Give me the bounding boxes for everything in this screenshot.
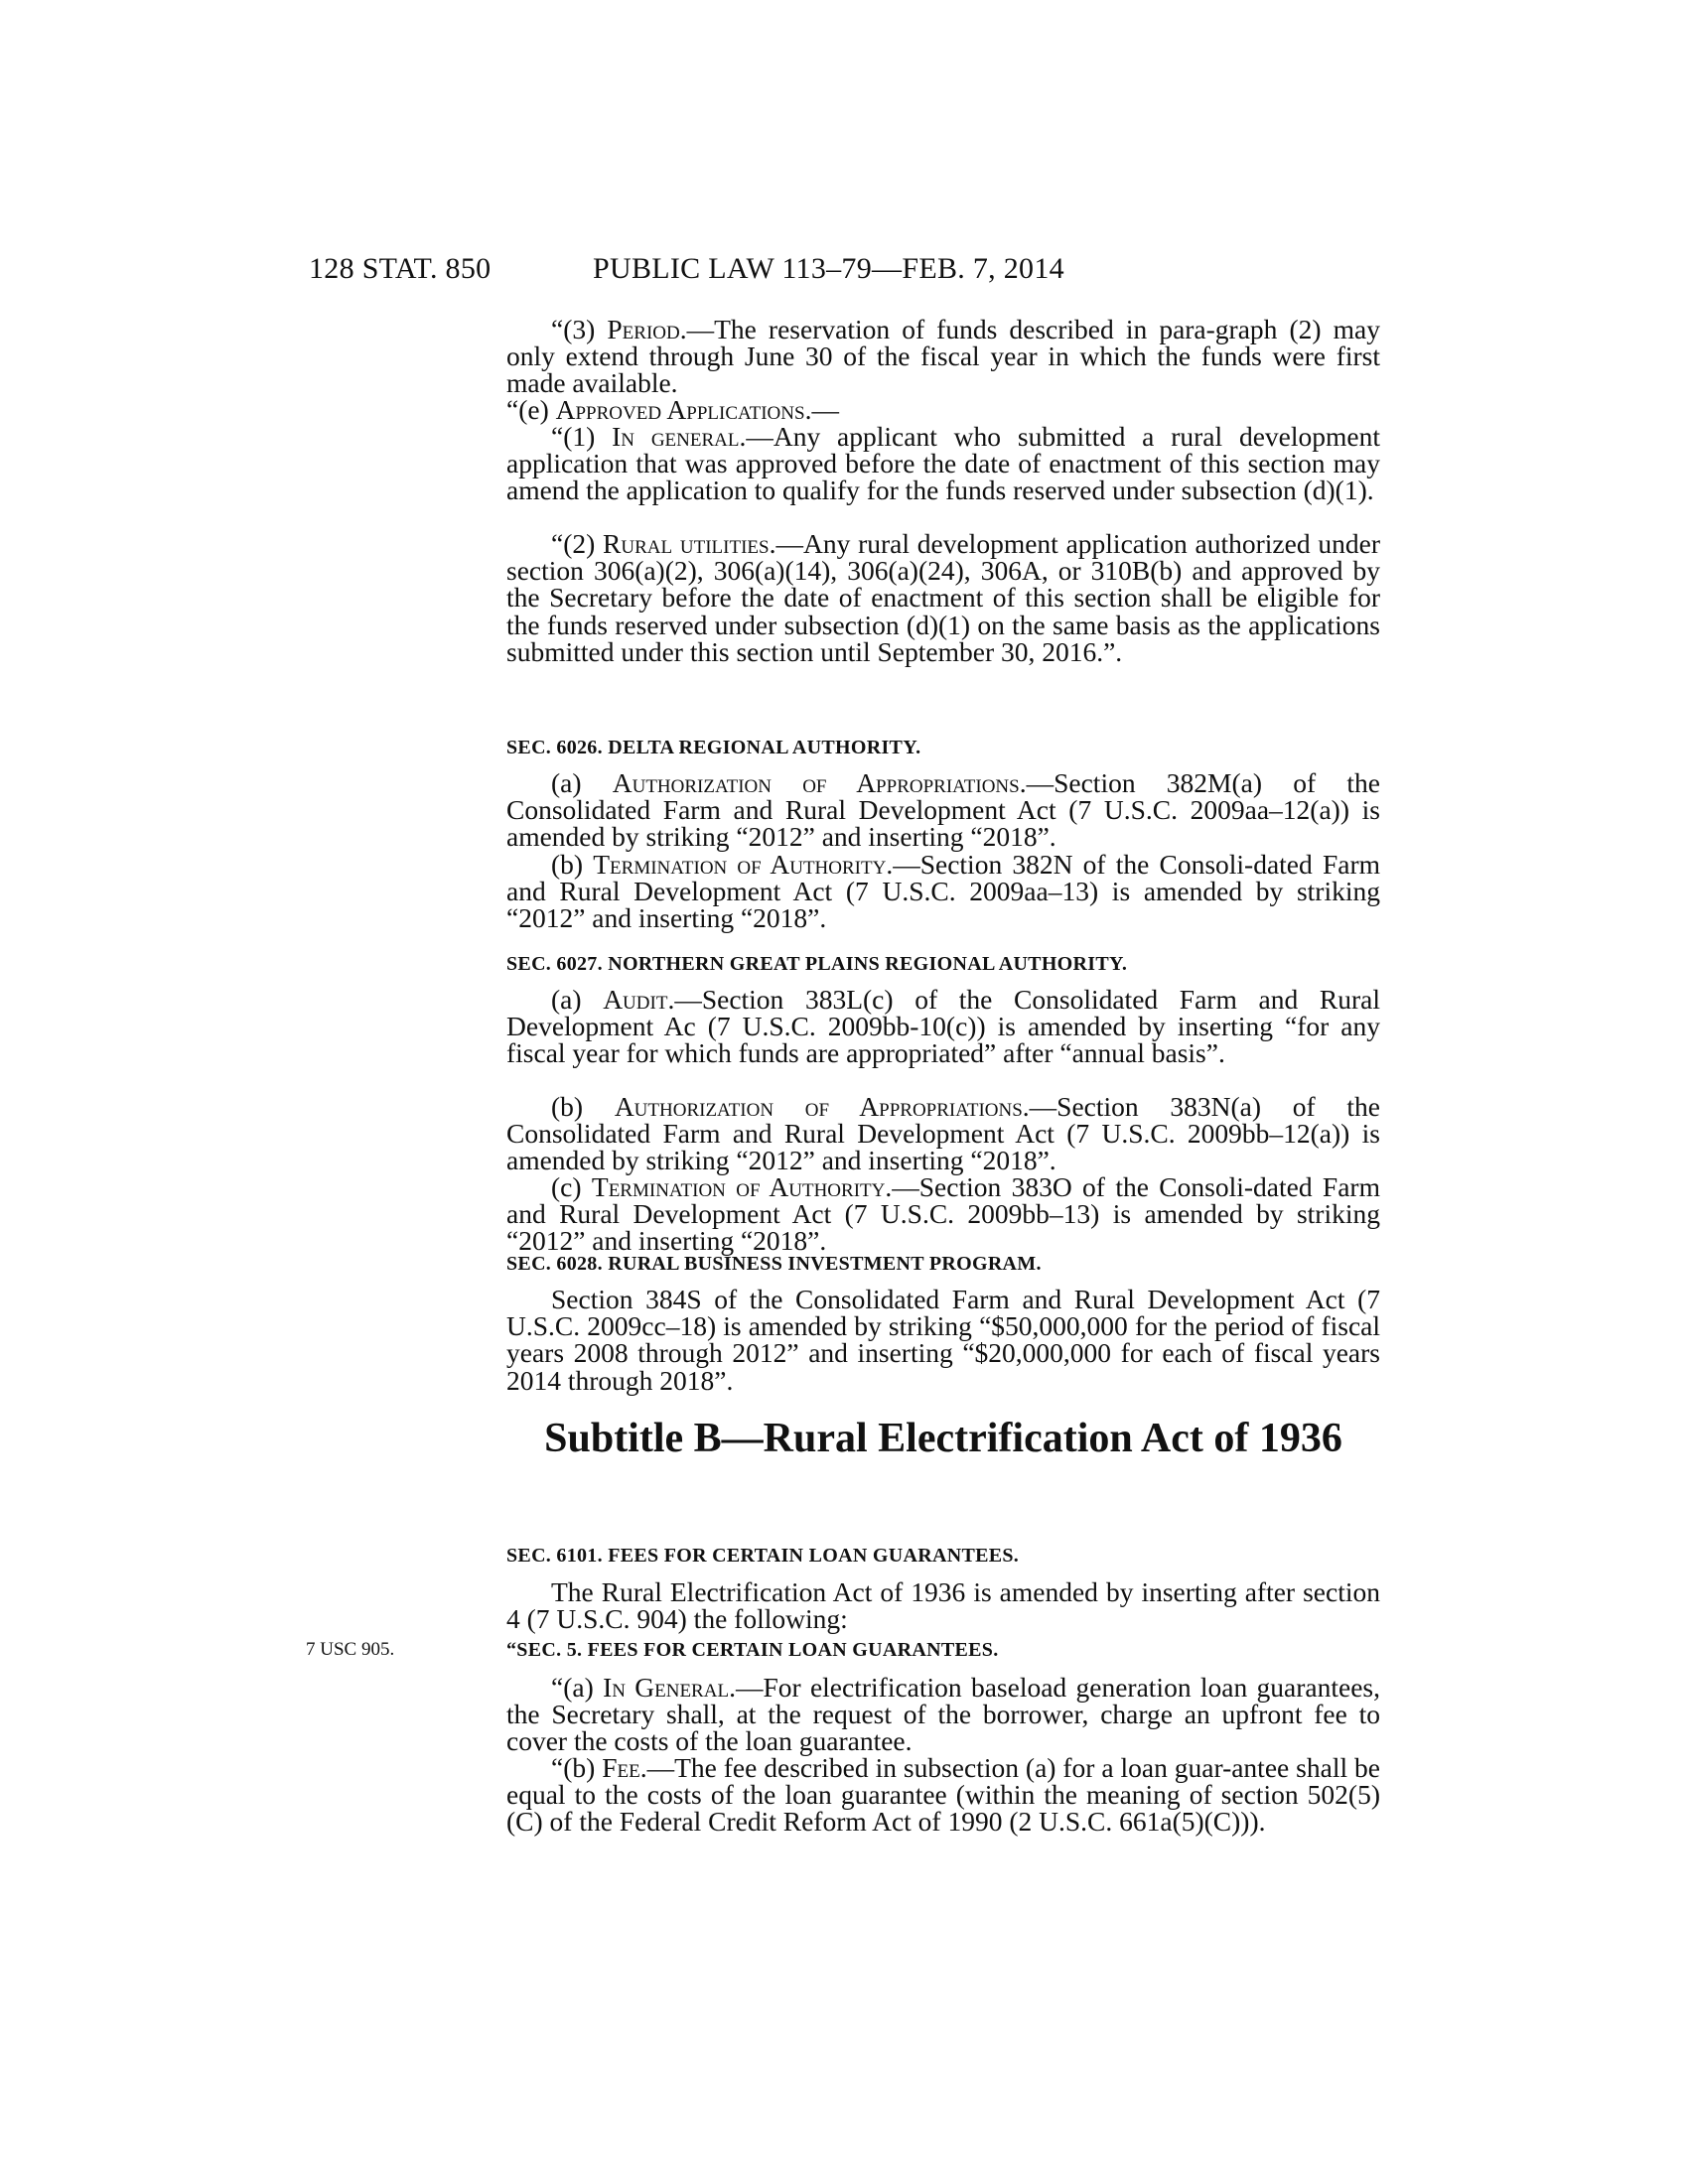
margin-note-usc: 7 USC 905. [306, 1639, 395, 1660]
text: .—The reservation of funds described in para-graph (2) may only extend through June 30 of the fiscal year in which the funds were first made available. [506, 314, 1380, 399]
section-5-heading: “SEC. 5. FEES FOR CERTAIN LOAN GUARANTEES. [506, 1639, 999, 1661]
sec-5-a: “(a) In General.—For electrification baseload generation loan guarantees, the Secretary shall, at the request of the borrower, charge an upfront fee to cover the costs of the loan guarantee. [506, 1672, 1381, 1757]
subtitle-b-heading: Subtitle B—Rural Electrification Act of 1936 [544, 1416, 1342, 1461]
sec-6026-a: (a) Authorization of Appropriations.—Section 382M(a) of the Consolidated Farm and Rural Development Act (7 U.S.C. 2009aa–12(a)) is amended by striking “2012” and inserting “2018”. [506, 767, 1380, 853]
sec-5-b: “(b) Fee.—The fee described in subsection (a) for a loan guar-antee shall be equal to the costs of the loan guarantee (within the meaning of section 502(5)(C) of the Federal Credit Reform Act of 1990 (2 U.S.C. 661a(5)(C))). [506, 1752, 1380, 1838]
paragraph-1-in-general: “(1) In general.—Any applicant who submitted a rural development application that was approved before the date of enactment of this section may amend the application to qualify for the funds reserved under subsection (d)(1). [506, 421, 1380, 506]
paragraph-3-period [506, 316, 1380, 397]
sec-6027-a: (a) Audit.—Section 383L(c) of the Consolidated Farm and Rural Development Ac (7 U.S.C. 2009bb-10(c)) is amended by inserting “for any fiscal year for which funds are appropriated” after “annual basis”. [506, 984, 1380, 1069]
sec-6101-text: The Rural Electrification Act of 1936 is amended by inserting after section 4 (7 U.S.C. 904) the following: [506, 1576, 1380, 1635]
sec-6027-c: (c) Termination of Authority.—Section 383O of the Consoli-dated Farm and Rural Development Act (7 U.S.C. 2009bb–13) is amended by striking “2012” and inserting “2018”. [506, 1171, 1380, 1257]
sec-6026-b: (b) Termination of Authority.—Section 382N of the Consoli-dated Farm and Rural Development Act (7 U.S.C. 2009aa–13) is amended by striking “2012” and inserting “2018”. [506, 849, 1380, 934]
heading: Period [607, 314, 680, 344]
section-6028-heading: SEC. 6028. RURAL BUSINESS INVESTMENT PROGRAM. [506, 1253, 1042, 1275]
public-law-header: PUBLIC LAW 113–79—FEB. 7, 2014 [593, 252, 1064, 285]
section-6101-heading: SEC. 6101. FEES FOR CERTAIN LOAN GUARANTEES. [506, 1545, 1020, 1567]
section-6027-heading: SEC. 6027. NORTHERN GREAT PLAINS REGIONAL AUTHORITY. [506, 953, 1128, 975]
lead: “(3) [551, 314, 608, 344]
paragraph-2-rural-utilities: “(2) Rural utilities.—Any rural development application authorized under section 306(a)(2), 306(a)(14), 306(a)(24), 306A, or 310B(b) and approved by the Secretary before the date of enactment of this section shall be eligible for the funds reserved under subsection (d)(1) on the same basis as the applications submitted under this section until September 30, 2016.”. [506, 528, 1380, 667]
section-6026-heading: SEC. 6026. DELTA REGIONAL AUTHORITY. [506, 737, 921, 758]
sec-6028-text: Section 384S of the Consolidated Farm and Rural Development Act (7 U.S.C. 2009cc–18) is amended by striking “$50,000,000 for the period of fiscal years 2008 through 2012” and inserting “$20,000,000 for each of fiscal years 2014 through 2018”. [506, 1284, 1380, 1396]
subsection-e-approved-applications: “(e) Approved Applications.— [506, 394, 839, 425]
sec-6027-b: (b) Authorization of Appropriations.—Section 383N(a) of the Consolidated Farm and Rural Development Act (7 U.S.C. 2009bb–12(a)) is amended by striking “2012” and inserting “2018”. [506, 1091, 1380, 1176]
statute-citation: 128 STAT. 850 [309, 252, 492, 285]
